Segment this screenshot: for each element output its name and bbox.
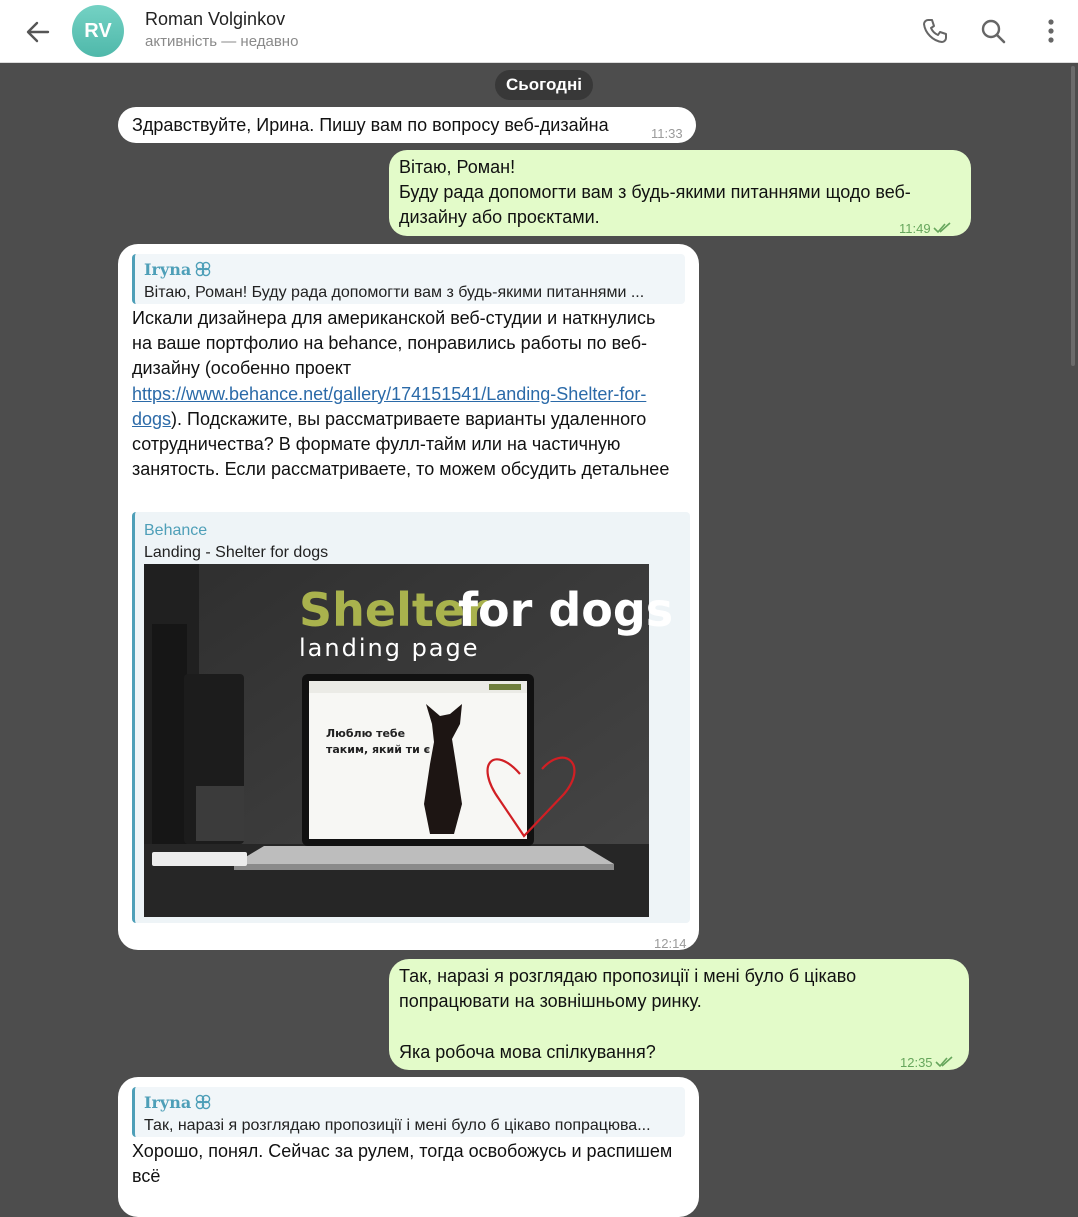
preview-screen-text-1: Люблю тебе [326,727,406,740]
reply-text: Так, наразі я розглядаю пропозиції і мені було б цікаво попрацюва... [144,1117,651,1134]
preview-site: Behance [144,522,208,539]
message-outgoing[interactable] [389,959,969,1070]
message-text: Так, наразі я розглядаю пропозиції і мені було б цікаво попрацювати на зовнішньому ринку. Яка робоча мова спілкування? [399,966,857,1062]
more-options-icon[interactable] [1036,16,1066,46]
reply-text: Вітаю, Роман! Буду рада допомогти вам з будь-якими питаннями ... [144,284,645,301]
behance-link[interactable]: https://www.behance.net/gallery/174151541/Landing-Shelter-for-dogs [132,383,647,429]
reply-author: Iryna [144,1090,212,1115]
preview-subtitle: landing page [299,634,480,662]
message-incoming[interactable] [118,244,699,950]
avatar[interactable]: RV [72,5,124,57]
date-divider: Сьогодні [495,70,593,100]
preview-image[interactable] [144,564,674,917]
reply-quote[interactable] [132,1087,685,1137]
message-text: Искали дизайнера для американской веб-студии и наткнулись на ваше портфолио на behance, понравились работы по веб-дизайну (особенно проект https://www.behance.net/gallery/174151541/Landing-Shelter-for-dogs). Подскажите, вы рассматриваете варианты удаленного сотрудничества? В формате фулл-тайм или на частичную занятость. Если рассматриваете, то можем обсудить детальнее [132,308,670,480]
clover-icon [194,1093,212,1111]
reply-quote[interactable] [132,254,685,304]
message-time: 11:49 [899,216,951,241]
message-incoming[interactable] [118,107,696,143]
search-icon[interactable] [978,16,1008,46]
contact-name[interactable]: Roman Volginkov [145,9,286,29]
message-time: 12:35 [900,1050,953,1075]
message-incoming[interactable] [118,1077,699,1217]
message-text: Здравствуйте, Ирина. Пишу вам по вопросу веб-дизайна [132,115,609,135]
preview-screen-text-2: таким, який ти є [326,743,431,756]
preview-title-dogs: for dogs [458,583,674,637]
read-checks-icon [933,222,951,234]
chat-header [0,0,1078,63]
clover-icon [194,260,212,278]
back-arrow-icon[interactable] [22,16,54,48]
phone-icon[interactable] [920,16,950,46]
contact-status: активність — недавно [145,33,299,50]
message-outgoing[interactable] [389,150,971,236]
scrollbar[interactable] [1071,66,1075,366]
message-time: 12:14 [654,936,687,951]
message-text: Вітаю, Роман! Буду рада допомогти вам з будь-якими питаннями щодо веб-дизайну або проєктами. [399,157,911,227]
preview-title: Landing - Shelter for dogs [144,544,329,561]
message-time: 11:33 [651,126,683,141]
read-checks-icon [935,1056,953,1068]
message-text: Хорошо, понял. Сейчас за рулем, тогда освобожусь и распишем всё [132,1141,673,1187]
reply-author: Iryna [144,257,212,282]
preview-title-shelter: Shelter [299,583,488,637]
link-preview[interactable] [132,512,690,923]
